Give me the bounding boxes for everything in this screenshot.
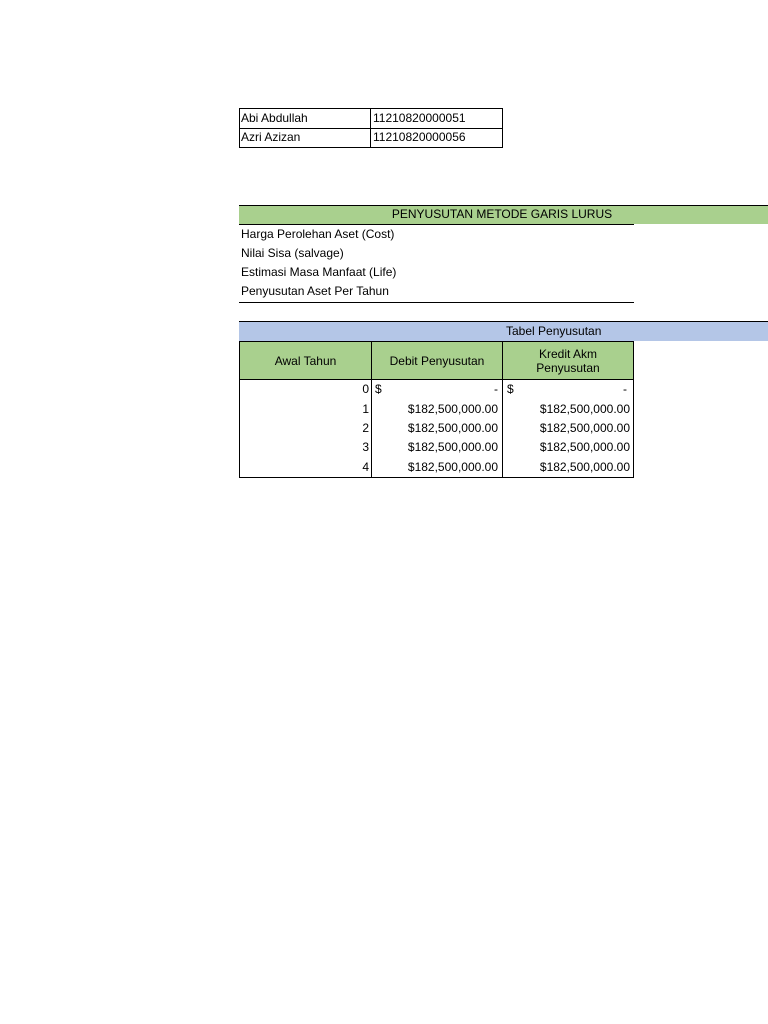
param-label-cost[interactable]: Harga Perolehan Aset (Cost) — [241, 227, 395, 241]
member-id-cell[interactable]: 11210820000056 — [373, 130, 466, 144]
schedule-title[interactable]: Tabel Penyusutan — [506, 324, 602, 338]
depreciation-table — [239, 341, 634, 478]
year-cell[interactable]: 2 — [362, 421, 369, 435]
year-cell[interactable]: 3 — [362, 440, 369, 454]
credit-cell[interactable]: $182,500,000.00 — [539, 460, 630, 474]
table-row — [240, 458, 633, 477]
param-label-salvage[interactable]: Nilai Sisa (salvage) — [241, 246, 344, 260]
debit-cell[interactable]: $182,500,000.00 — [407, 402, 498, 416]
year-cell[interactable]: 0 — [362, 382, 369, 396]
credit-cell[interactable]: $182,500,000.00 — [539, 402, 630, 416]
header-awal-tahun[interactable]: Awal Tahun — [240, 342, 372, 380]
year-cell[interactable]: 4 — [362, 460, 369, 474]
schedule-title-band — [239, 321, 768, 341]
member-row — [240, 109, 502, 129]
members-table — [239, 108, 503, 148]
debit-cell[interactable]: - — [494, 382, 498, 396]
table-row — [240, 438, 633, 457]
debit-cell[interactable]: $182,500,000.00 — [407, 460, 498, 474]
straight-line-title[interactable]: PENYUSUTAN METODE GARIS LURUS — [391, 207, 613, 221]
member-row — [240, 128, 502, 147]
member-name-cell[interactable]: Abi Abdullah — [241, 109, 371, 128]
member-id-cell[interactable]: 11210820000051 — [373, 111, 466, 125]
year-cell[interactable]: 1 — [362, 402, 369, 416]
param-label-life[interactable]: Estimasi Masa Manfaat (Life) — [241, 265, 397, 279]
credit-cell[interactable]: $182,500,000.00 — [539, 440, 630, 454]
member-name-cell[interactable]: Azri Azizan — [241, 128, 371, 147]
header-kredit-akm-penyusutan[interactable] — [503, 342, 633, 380]
divider — [239, 302, 634, 303]
table-row — [240, 419, 633, 438]
table-row — [240, 380, 633, 399]
credit-cell[interactable]: - — [623, 382, 627, 396]
debit-cell[interactable]: $182,500,000.00 — [407, 421, 498, 435]
credit-currency-symbol: $ — [507, 382, 514, 396]
header-kredit-label: Kredit Akm Penyusutan — [536, 346, 600, 375]
debit-cell[interactable]: $182,500,000.00 — [407, 440, 498, 454]
param-label-annual-depreciation[interactable]: Penyusutan Aset Per Tahun — [241, 284, 389, 298]
debit-currency-symbol: $ — [375, 382, 382, 396]
table-row — [240, 400, 633, 419]
credit-cell[interactable]: $182,500,000.00 — [539, 421, 630, 435]
header-debit-penyusutan[interactable]: Debit Penyusutan — [372, 342, 503, 380]
